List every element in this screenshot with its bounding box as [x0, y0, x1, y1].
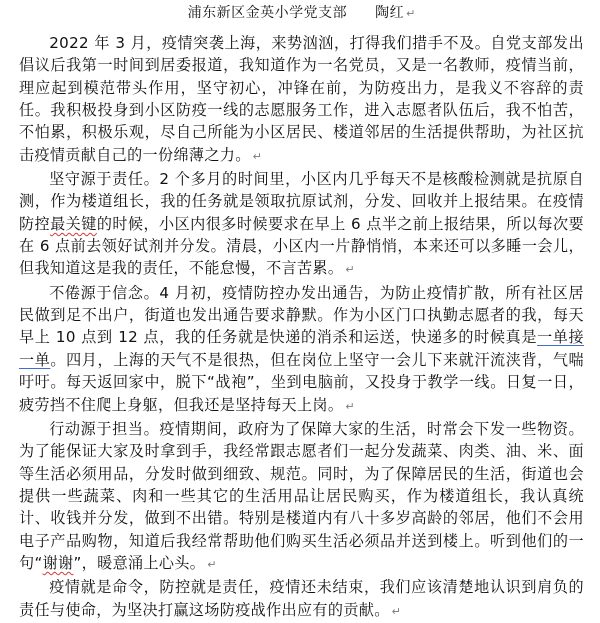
paragraph-text: 的时候，小区内很多时候要求在早上 6 点半之前上报结果，所以每次要在 6 点前去领好试剂并分发。清晨，小区内一片静悄悄，本来还可以多睡一会儿，但我知道这是我的责任，不能怠慢，不言苦累。 — [19, 214, 584, 278]
marked-text: 最关键 — [50, 214, 97, 233]
paragraph-text: 疫情就是命令，防控就是责任，疫情还未结束，我们应该清楚地认识到肩负的责任与使命，为坚决打赢这场防疫战作出应有的贡献。 — [19, 578, 584, 619]
body-paragraph — [19, 576, 584, 623]
marked-text: 谢谢 — [42, 553, 74, 572]
body-paragraph — [19, 168, 584, 282]
paragraph-mark-icon: ↵ — [207, 557, 217, 571]
paragraph-text: 2022 年 3 月，疫情突袭上海，来势汹汹，打得我们措手不及。自党支部发出倡议后我第一时间到居委报道，我知道作为一名党员，又是一名教师，疫情当前，理应起到模范带头作用，坚守初心，冲锋在前，为防疫出力，是我义不容辞的责任。我积极投身到小区防疫一线的志愿服务工作，进入志愿者队伍后，我不怕苦，不怕累，积极乐观，尽自己所能为小区居民、楼道邻居的生活提供帮助，为社区抗击疫情贡献自己的一份绵薄之力。 — [19, 34, 584, 164]
body-paragraph — [19, 282, 584, 418]
document-header — [19, 4, 584, 24]
paragraph-text: 坚守源于责任。2 个多月的时间里，小区内几乎每天不是核酸检测就是抗原自测，作为楼道组长，我的任务就是领取抗原试剂，分发、回收并上报结果。在疫情防控 — [19, 170, 584, 233]
paragraph-text: 不倦源于信念。4 月初，疫情防控办发出通告，为防止疫情扩散，所有社区居民做到足不出户，街道也发出通告要求静默。作为小区门口执勤志愿者的我，每天早上 10 点到 12 点，我的任务就是快递的消杀和运送，快递多的时候真是 — [19, 283, 584, 347]
paragraph-mark-icon: ↵ — [406, 7, 416, 20]
body-paragraph — [19, 418, 584, 576]
marked-text: 一单接一单 — [19, 328, 584, 369]
paragraph-mark-icon: ↵ — [345, 399, 355, 413]
document-body — [19, 32, 584, 623]
document-title: 浦东新区金英小学党支部 — [187, 5, 348, 21]
paragraph-mark-icon: ↵ — [345, 263, 355, 277]
paragraph-text: ”，暖意涌上心头。 — [73, 553, 206, 572]
body-paragraph — [19, 32, 584, 168]
paragraph-mark-icon: ↵ — [391, 604, 401, 618]
paragraph-mark-icon: ↵ — [252, 149, 262, 163]
paragraph-text: 。四月，上海的天气不是很热，但在岗位上坚守一会儿下来就汗流浃背，气喘吁吁。每天返回家中，脱下“战袍”，坐到电脑前，又投身于教学一线。日复一日，疲劳挡不住爬上身躯，但我还是坚持每天上岗。 — [19, 350, 584, 414]
document-author: 陶红 — [375, 5, 405, 21]
paragraph-text: 行动源于担当。疫情期间，政府为了保障大家的生活，时常会下发一些物资。为了能保证大家及时拿到手，我经常跟志愿者们一起分发蔬菜、肉类、油、米、面等生活必须用品，分发时做到细致、规范。同时，为了保障居民的生活，街道也会提供一些蔬菜、肉和一些其它的生活用品让居民购买，作为楼道组长，我认真统计、收钱并分发，做到不出错。特别是楼道内有八十多岁高龄的邻居，他们不会用电子产品购物，知道后我经常帮助他们购买生活必须品并送到楼上。听到他们的一句“ — [19, 419, 584, 572]
